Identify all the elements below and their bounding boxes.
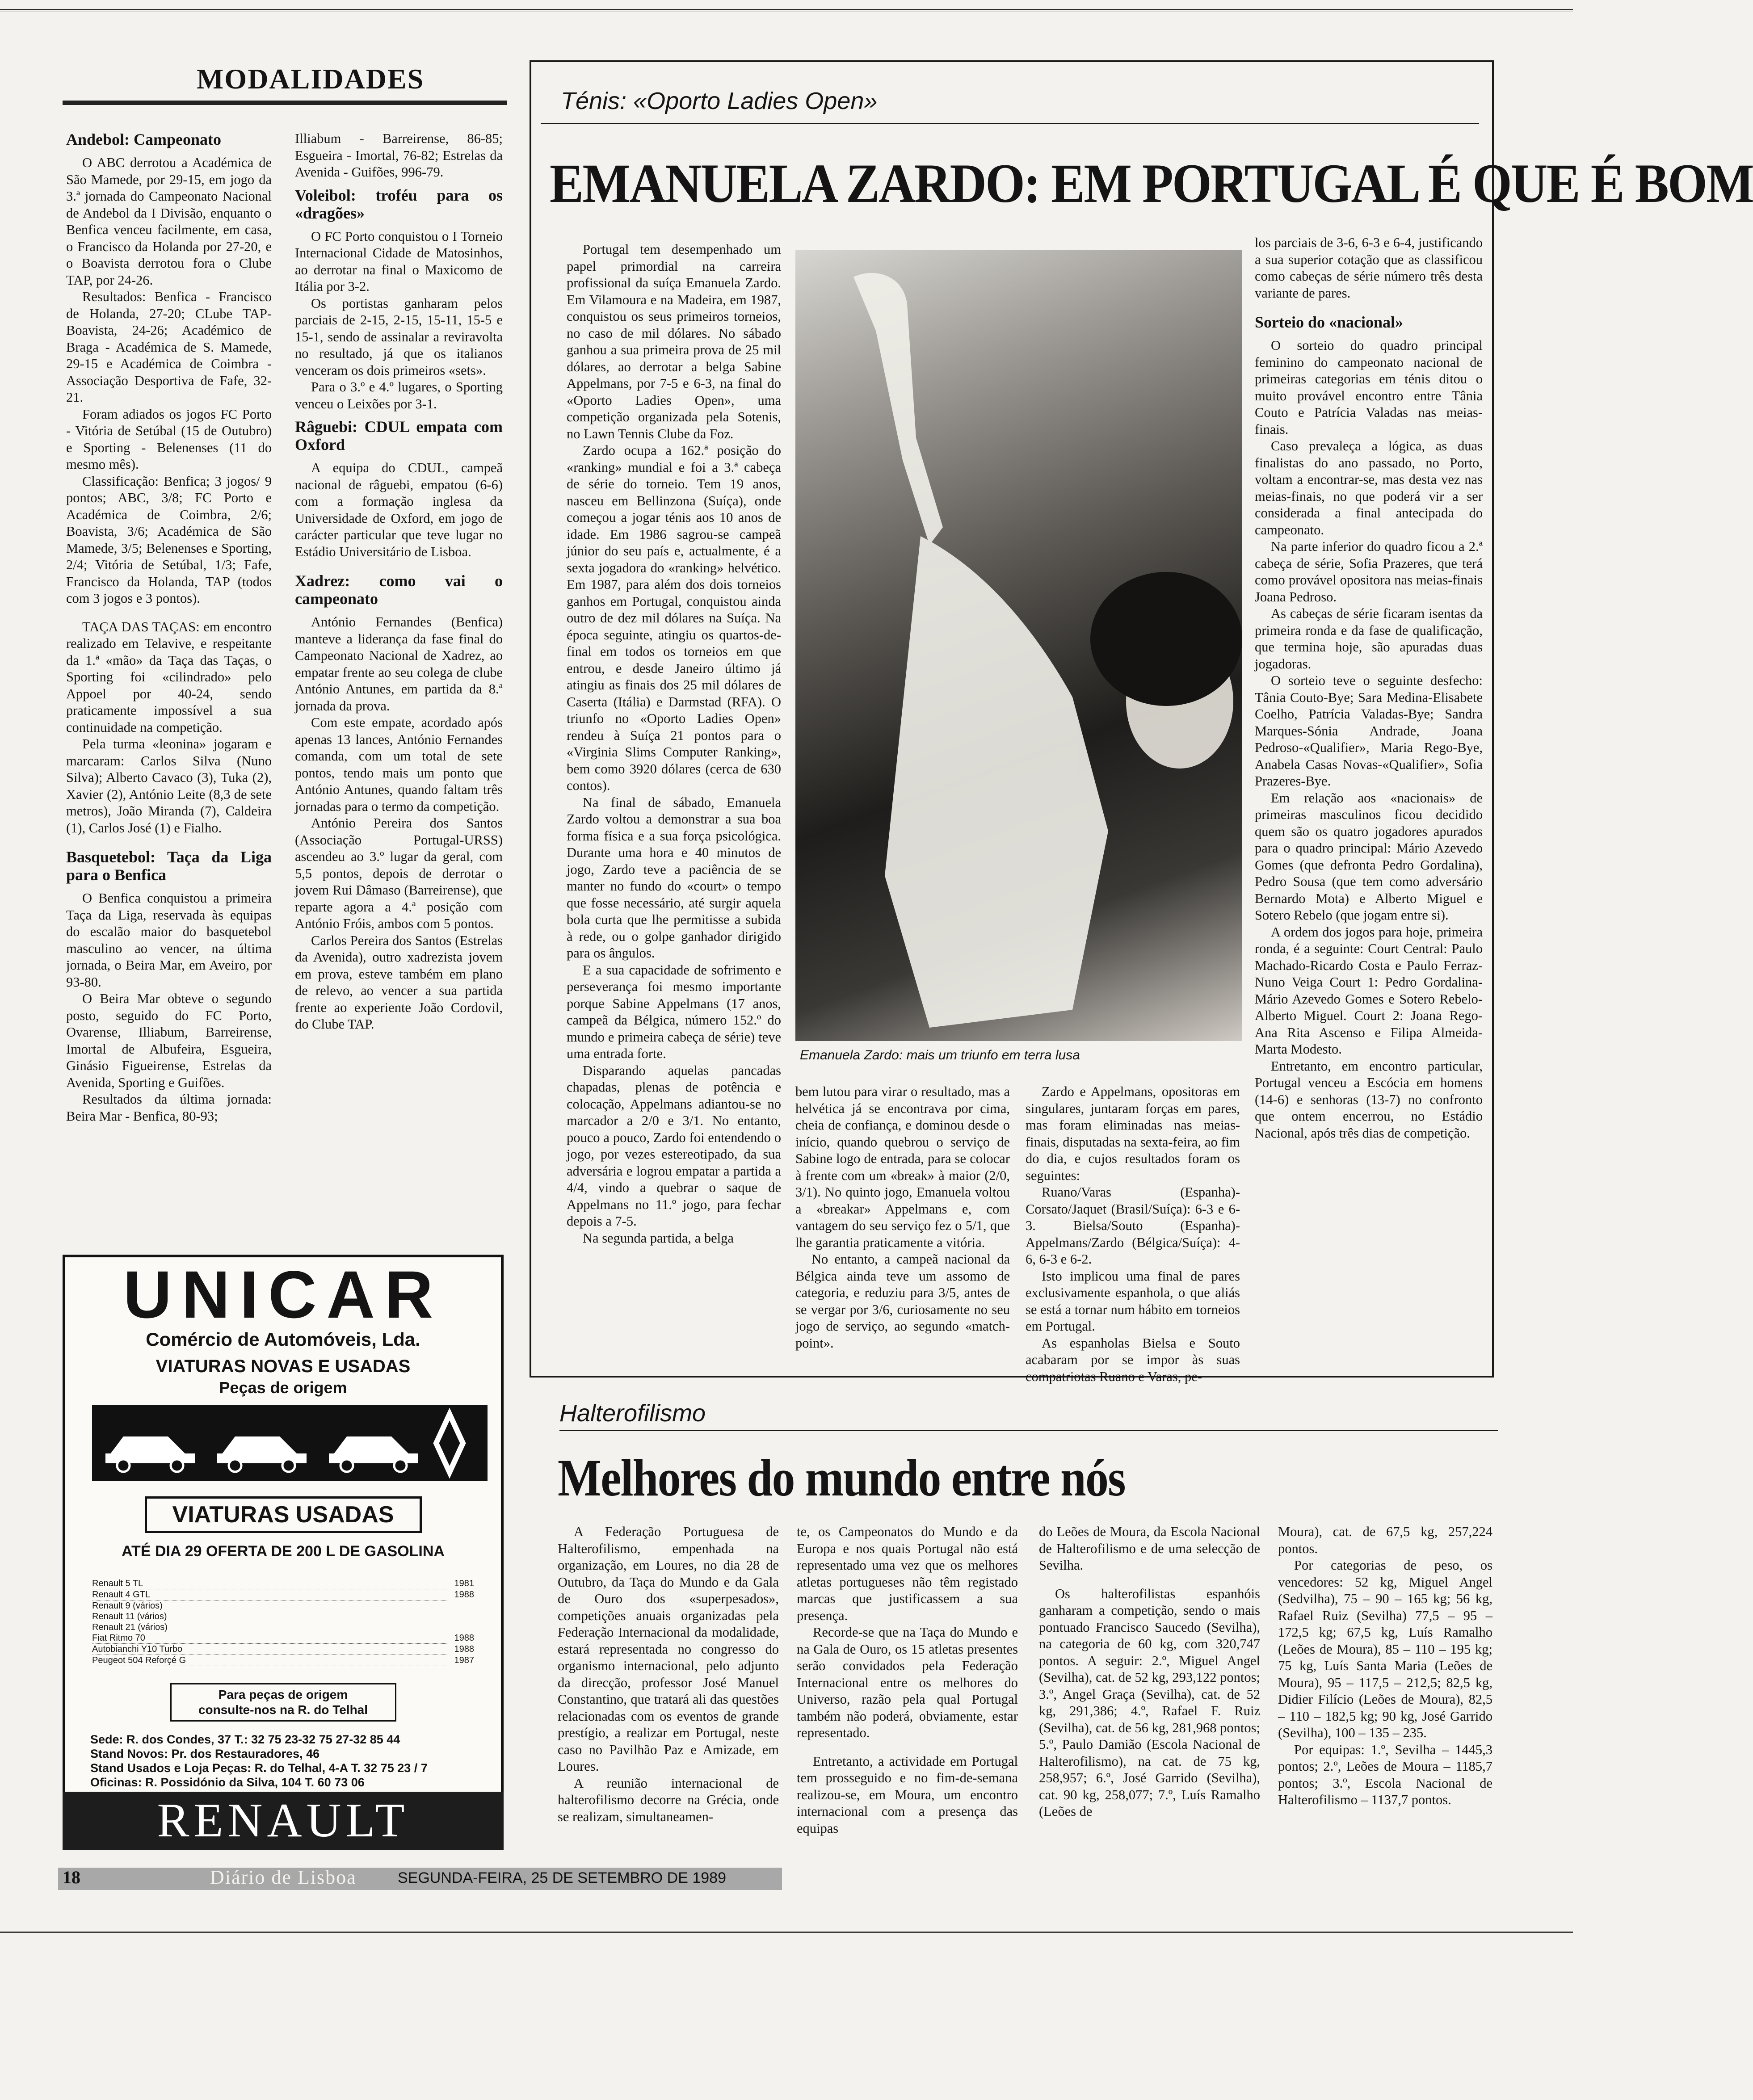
ad-car-row: Autobianchi Y10 Turbo 1988 bbox=[92, 1644, 474, 1654]
ad-addr1: Sede: R. dos Condes, 37 T.: 32 75 23-32 75 27-32 85 44 bbox=[90, 1733, 400, 1746]
left-column-2 bbox=[295, 130, 503, 1033]
tenis-column-3 bbox=[1026, 1084, 1240, 1385]
photo-caption: Emanuela Zardo: mais um triunfo em terra lusa bbox=[800, 1048, 1080, 1063]
tenis-c4-p9: Entretanto, em encontro particular, Portugal venceu a Escócia em homens (14-6) e senhoras (13-7) no confronto que ontem encerrou, no Estádio Nacional, após três dias de competição. bbox=[1255, 1058, 1483, 1141]
ad-line2: Peças de origem bbox=[219, 1378, 347, 1397]
ad-usadas-box bbox=[145, 1496, 422, 1533]
ad-cars-banner bbox=[92, 1405, 488, 1481]
section-title: MODALIDADES bbox=[197, 63, 425, 95]
tenis-column-4 bbox=[1255, 235, 1483, 1142]
halt-c4-p3: Por equipas: 1.º, Sevilha – 1445,3 pontos; 2.º, Leões de Moura – 1185,7 pontos; 3.º, Escola Nacional de Halterofilismo – 1137,7 pontos. bbox=[1278, 1742, 1492, 1807]
halt-c2-p2: Recorde-se que na Taça do Mundo e na Gala de Ouro, os 15 atletas presentes serão convidados pela Federação Internacional entre os melhores do Universo, razão pela qual Portugal também não poderá, obviamente, estar representado. bbox=[797, 1625, 1018, 1740]
tenis-c1-p3: Na final de sábado, Emanuela Zardo voltou a demonstrar a sua boa forma física e a sua força psicológica. Durante uma hora e 40 minutos de jogo, Zardo teve a paciência de se manter no fundo do «court» o tempo que fosse necessário, até surgir aquela bola curta que lhe permitisse a subida à rede, ou o golpe ganhador dirigido para os ângulos. bbox=[567, 794, 781, 961]
ad-car-row: Fiat Ritmo 70 1988 bbox=[92, 1633, 474, 1643]
halt-c2-p1: te, os Campeonatos do Mundo e da Europa e nos quais Portugal não está representado uma vez que os melhores atletas portugueses não têm registado marcas que justificassem a sua presença. bbox=[797, 1524, 1018, 1623]
page-top-rule bbox=[0, 9, 1573, 10]
xadrez-heading: Xadrez: como vai o campeonato bbox=[295, 572, 503, 608]
voleibol-p3: Para o 3.º e 4.º lugares, o Sporting venceu o Leixões por 3-1. bbox=[295, 379, 503, 412]
basquetebol-p3: Resultados da última jornada: Beira Mar - Benfica, 80-93; bbox=[66, 1092, 272, 1124]
tenis-c4-p5: As cabeças de série ficaram isentas da primeira ronda e da fase de qualificação, que termina hoje, são apuradas duas jogadoras. bbox=[1255, 606, 1483, 672]
issue-date: SEGUNDA-FEIRA, 25 DE SETEMBRO DE 1989 bbox=[398, 1869, 726, 1886]
halt-column-2 bbox=[797, 1524, 1018, 1837]
halt-c4-p1: Moura), cat. de 67,5 kg, 257,224 pontos. bbox=[1278, 1524, 1492, 1556]
unicar-ad bbox=[63, 1255, 504, 1836]
ad-renault: RENAULT bbox=[157, 1794, 409, 1847]
tenis-c4-p7: Em relação aos «nacionais» de primeiras masculinos ficou decidido quem são os quatro jogadores apurados para o quadro principal: Mário Azevedo Gomes (que defronta Pedro Gordalina), Pedro Sousa (que tem como adversário Bernardo Mota) e Alberto Miguel e Sotero Rebelo (que jogam entre si). bbox=[1255, 790, 1483, 923]
ad-brand: UNICAR bbox=[123, 1257, 443, 1332]
ad-line1: VIATURAS NOVAS E USADAS bbox=[156, 1357, 411, 1376]
tenis-c4-p1: los parciais de 3-6, 6-3 e 6-4, justificando a sua superior cotação que as classificou como cabeças de série número três desta variante de pares. bbox=[1255, 235, 1483, 301]
footer-rule bbox=[0, 1932, 1573, 1933]
halt-c3-p1: do Leões de Moura, da Escola Nacional de Halterofilismo e de uma selecção de Sevilha. bbox=[1039, 1524, 1260, 1573]
halt-column-1 bbox=[558, 1524, 779, 1825]
halt-c4-p2: Por categorias de peso, os vencedores: 52 kg, Miguel Angel (Sedvilha), 75 – 90 – 165 kg; 56 kg, Rafael Ruiz (Sevilha) 77,5 – 95 – 172,5 kg; 67,5 kg, Luís Ramalho (Leões de Moura), 85 – 110 – 195 kg; 75 kg, Luís Santa Maria (Leões de Moura), 95 – 117,5 – 212,5; 82,5 kg, Didier Filício (Leões de Moura), 82,5 – 110 – 182,5 kg; 90 kg, José Garrido (Sevilha), 100 – 135 – 235. bbox=[1278, 1558, 1492, 1740]
ad-company: Comércio de Automóveis, Lda. bbox=[146, 1329, 420, 1350]
left-column-1 bbox=[66, 130, 272, 1125]
basquetebol-p1: O Benfica conquistou a primeira Taça da Liga, reservada às equipas do escalão maior do basquetebol masculino ao vencer, na última jornada, o Beira Mar, em Aveiro, por 93-80. bbox=[66, 890, 272, 990]
tenis-headline: EMANUELA ZARDO: EM PORTUGAL É QUE É BOM bbox=[550, 153, 1753, 214]
ad-addr2: Stand Novos: Pr. dos Restauradores, 46 bbox=[90, 1747, 320, 1760]
tenis-c2-p2: No entanto, a campeã nacional da Bélgica ainda teve um assomo de categoria, e reduziu para 3/5, antes de se vergar por 3/6, curiosamente no seu jogo de serviço, ao segundo «match-point». bbox=[795, 1252, 1010, 1351]
tenis-c1-p2: Zardo ocupa a 162.ª posição do «ranking» mundial e foi a 3.ª cabeça de série do torneio. Tem 19 anos, nasceu em Bellinzona (Suíça), onde começou a jogar ténis aos 10 anos de idade. Em 1986 sagrou-se campeã júnior do seu país e, actualmente, é a sexta jogadora do «ranking» helvético. Em 1987, para além dos dois torneios ganhos em Portugal, conquistou ainda outro de dez mil dólares na Suíça. Na época seguinte, atingiu os quartos-de-final em todos os torneios em que entrou, e desde Janeiro último já atingiu as finais dos 25 mil dólares de Caserta (Itália) e Darmstad (RFA). O triunfo no «Oporto Ladies Open» rendeu à Suíça 21 pontos para o «Virginia Slims Computer Ranking», bem como 3920 dólares (cerca de 630 contos). bbox=[567, 443, 781, 793]
raguebi-p1: A equipa do CDUL, campeã nacional de râguebi, empatou (6-6) com a formação inglesa da Universidade de Oxford, em jogo de carácter particular que teve lugar no Estádio Universitário de Lisboa. bbox=[295, 460, 503, 559]
xadrez-p2: Com este empate, acordado após apenas 13 lances, António Fernandes comanda, com um total de sete pontos, tendo mais um ponto que António Antunes, quando faltam três jornadas para o termo da competição. bbox=[295, 715, 503, 814]
tenis-c4-p2: O sorteio do quadro principal feminino do campeonato nacional de primeiras categorias em ténis ditou o muito provável encontro entre Tânia Couto e Patrícia Valadas nas meias-finais. bbox=[1255, 338, 1483, 437]
zardo-photo bbox=[795, 250, 1242, 1041]
andebol-heading: Andebol: Campeonato bbox=[66, 130, 222, 148]
ad-car-row: Renault 4 GTL 1988 bbox=[92, 1590, 474, 1600]
tenis-c4-p6: O sorteio teve o seguinte desfecho: Tânia Couto-Bye; Sara Medina-Elisabete Coelho, Patrícia Valadas-Bye; Sandra Marques-Sónia Andrade, Joana Pedroso-«Qualifier», Maria Rego-Bye, Anabela Casas Novas-«Qualifier», Sofia Prazeres-Bye. bbox=[1255, 673, 1483, 789]
tenis-c4-p3: Caso prevaleça a lógica, as duas finalistas do ano passado, no Porto, voltam a encontrar-se, mas desta vez nas meias-finais, no que poderá vir a ser considerada a final antecipada do campeonato. bbox=[1255, 438, 1483, 538]
xadrez-p3: António Pereira dos Santos (Associação Portugal-URSS) ascendeu ao 3.º lugar da geral, com 5,5 pontos, depois de derrotar o jovem Rui Dâmaso (Barreirense), que reparte agora a 4.ª posição com António Fróis, ambos com 5 pontos. bbox=[295, 815, 503, 931]
ad-car-row: Renault 11 (vários) bbox=[92, 1612, 167, 1621]
tenis-c3-p3: Isto implicou uma final de pares exclusivamente espanhola, o que aliás se está a tornar num hábito em torneios em Portugal. bbox=[1026, 1268, 1240, 1334]
ad-car-list bbox=[92, 1578, 474, 1666]
paper-name: Diário de Lisboa bbox=[210, 1866, 357, 1888]
ad-addr4: Oficinas: R. Possidónio da Silva, 104 T. 60 73 06 bbox=[90, 1776, 365, 1789]
halt-c3-p2: Os halterofilistas espanhóis ganharam a competição, sendo o mais pontuado Francisco Saucedo (Sevilha), na categoria de 60 kg, com 320,747 pontos. A seguir: 2.º, Miguel Angel (Sevilha), cat. de 52 kg, 293,122 pontos; 3.º, Angel Graça (Sevilha), cat. de 52 kg, 291,386; 4.º, Rafael F. Ruiz (Sevilha), cat. de 56 kg, 281,968 pontos; 5.º, Paulo Damião (Escola Nacional de Halterofilismo), na cat. de 75 kg, 258,957; 6.º, José Garrido (Sevilha), cat. 90 kg, 258,077; 7.º, Luís Ramalho (Leões de bbox=[1039, 1586, 1260, 1819]
ad-addresses bbox=[90, 1732, 501, 1789]
xadrez-p4: Carlos Pereira dos Santos (Estrelas da Avenida), outro xadrezista jovem em prova, esteve também em plano de relevo, ao vencer a sua partida frente ao experiente João Cordovil, do Clube TAP. bbox=[295, 932, 503, 1032]
ad-renault-band bbox=[63, 1792, 504, 1850]
halt-c1-p1: A Federação Portuguesa de Halterofilismo, empenhada na organização, em Loures, no dia 28 de Outubro, da Taça do Mundo e da Gala de Ouro dos «superpesados», competições anuais organizadas pela Federação Internacional da modalidade, estará representada no congresso do organismo internacional, pelo adjunto da direcção, professor José Manuel Constantino, que tratará ali das questões relacionadas com os eventos de grande prestígio, a realizar em Portugal, neste caso no Pavilhão Paz e Amizade, em Loures. bbox=[558, 1524, 779, 1774]
ad-usadas: VIATURAS USADAS bbox=[172, 1502, 394, 1528]
tenis-c3-p2: Ruano/Varas (Espanha)-Corsato/Jaquet (Brasil/Suíça): 6-3 e 6-3. Bielsa/Souto (Espanha)-Appelmans/Zardo (Bélgica/Suíça): 4-6, 6-3 e 6-2. bbox=[1026, 1184, 1240, 1267]
tenis-c1-p5: Disparando aquelas pancadas chapadas, plenas de potência e colocação, Appelmans adiantou-se no marcador a 2/0 e 3/1. No entanto, pouco a pouco, Zardo foi entendendo o jogo, por vezes estereotipado, da sua adversária e logrou empatar a partida a 4/4, vindo a quebrar o saque de Appelmans no 11.º jogo, para fechar depois a 7-5. bbox=[567, 1063, 781, 1229]
ad-pecas-box bbox=[170, 1683, 396, 1722]
tenis-c1-p4: E a sua capacidade de sofrimento e perseverança foi mesmo importante porque Sabine Appelmans (17 anos, campeã da Bélgica, número 152.º do mundo e primeira cabeça de série) teve uma entrada forte. bbox=[567, 962, 781, 1061]
tenis-column-2 bbox=[795, 1084, 1010, 1352]
halt-kicker-rule bbox=[559, 1430, 1498, 1431]
basquetebol-p2: O Beira Mar obteve o segundo posto, seguido do FC Porto, Ovarense, Illiabum, Barreirense, Imortal de Albufeira, Esgueira, Ginásio Figueirense, Estrelas da Avenida, Sporting e Guifões. bbox=[66, 991, 272, 1090]
ad-oferta: ATÉ DIA 29 OFERTA DE 200 L DE GASOLINA bbox=[122, 1543, 445, 1560]
page-number: 18 bbox=[63, 1867, 80, 1887]
voleibol-heading: Voleibol: troféu para os «dragões» bbox=[295, 186, 503, 222]
halt-column-4 bbox=[1278, 1524, 1492, 1809]
voleibol-p2: Os portistas ganharam pelos parciais de 2-15, 2-15, 15-11, 15-5 e 15-1, sendo de assinalar a reviravolta no resultado, já que os italianos venceram os dois primeiros «sets». bbox=[295, 295, 503, 378]
andebol-p2: Resultados: Benfica - Francisco de Holanda, 27-20; CLube TAP-Boavista, 24-26; Académico de Braga - Académica de S. Mamede, 29-15 e Académica de Coimbra - Associação Desportiva de Fafe, 32-21. bbox=[66, 289, 272, 405]
andebol-p6: Pela turma «leonina» jogaram e marcaram: Carlos Silva (Nuno Silva); Alberto Cavaco (3), Tuka (2), Xavier (2), António Leite (8,3 de sete metros), João Miranda (7), Caldeira (1), Carlos José (1) e Fialho. bbox=[66, 736, 272, 836]
ad-pecas2: consulte-nos na R. do Telhal bbox=[198, 1703, 368, 1717]
tenis-c4-p8: A ordem dos jogos para hoje, primeira ronda, é a seguinte: Court Central: Paulo Machado-Ricardo Costa e Paulo Ferraz-Nuno Veiga Court 1: Pedro Gordalina-Mário Azevedo Gomes e Sotero Rebelo-Alberto Miguel. Court 2: Joana Rego-Ana Rita Ascenso e Filipa Almeida-Marta Modesto. bbox=[1255, 924, 1483, 1057]
tenis-c1-p1: Portugal tem desempenhado um papel primordial na carreira profissional da suíça Emanuela Zardo. Em Vilamoura e na Madeira, em 1987, conquistou os seus primeiros torneios, no caso de mil dólares. No sábado ganhou a sua primeira prova de 25 mil dólares, ao derrotar a belga Sabine Appelmans, por 7-5 e 6-3, na final do «Oporto Ladies Open», uma competição organizada pela Sotenis, no Lawn Tennis Clube da Foz. bbox=[567, 242, 781, 441]
ad-car-row: Renault 21 (vários) bbox=[92, 1622, 168, 1632]
tenis-c1-p6: Na segunda partida, a belga bbox=[583, 1230, 734, 1246]
renault-logo-icon bbox=[436, 1414, 463, 1472]
andebol-p3: Foram adiados os jogos FC Porto - Vitória de Setúbal (15 de Outubro) e Sporting - Belenenses (11 do mesmo mês). bbox=[66, 406, 272, 472]
tenis-column-1 bbox=[567, 241, 781, 1247]
ad-car-row: Renault 9 (vários) bbox=[92, 1601, 163, 1611]
basquetebol-heading: Basquetebol: Taça da Liga para o Benfica bbox=[66, 848, 272, 884]
halt-headline: Melhores do mundo entre nós bbox=[558, 1449, 1125, 1507]
andebol-p1: O ABC derrotou a Académica de São Mamede, por 29-15, em jogo da 3.ª jornada do Campeonato Nacional de Andebol da I Divisão, enquanto o Benfica venceu facilmente, em casa, o Francisco da Holanda por 27-20, e o Boavista derrotou fora o Clube TAP, por 24-26. bbox=[66, 155, 272, 288]
tenis-c2-p1: bem lutou para virar o resultado, mas a helvética já se encontrava por cima, cheia de confiança, e dominou desde o início, quando quebrou o serviço de Sabine logo de entrada, para se colocar à frente com um «break» à maior (2/0, 3/1). No quinto jogo, Emanuela voltou a «breakar» Appelmans e, com vantagem do seu serviço fez o 5/1, que lhe garantia praticamente a vitória. bbox=[795, 1084, 1010, 1250]
halt-kicker: Halterofilismo bbox=[559, 1400, 706, 1427]
ad-addr3: Stand Usados e Loja Peças: R. do Telhal, 4-A T. 32 75 23 / 7 bbox=[90, 1761, 428, 1775]
sorteio-heading: Sorteio do «nacional» bbox=[1255, 313, 1404, 331]
andebol-p5: TAÇA DAS TAÇAS: em encontro realizado em Telavive, e respeitante da 1.ª «mão» da Taça das Taças, o Sporting foi «cilindrado» pelo Appoel por 40-24, sendo praticamente impossível a sua continuidade na competição. bbox=[66, 619, 272, 735]
ad-car-row: Renault 5 TL 1981 bbox=[92, 1579, 474, 1588]
voleibol-p1: O FC Porto conquistou o I Torneio Internacional Cidade de Matosinhos, ao derrotar na final o Maxicomo de Itália por 3-2. bbox=[295, 228, 503, 294]
ad-pecas1: Para peças de origem bbox=[218, 1688, 348, 1701]
andebol-p4: Classificação: Benfica; 3 jogos/ 9 pontos; ABC, 3/8; FC Porto e Académica de Coimbra, 2/6; Boavista, 3/6; Académica de São Mamede, 3/5; Belenenses e Sporting, 2/4; Vitória de Setúbal, 1/3; Fafe, Francisco da Holanda, TAP (todos com 3 jogos e 3 pontos). bbox=[66, 473, 272, 606]
tenis-c3-p1: Zardo e Appelmans, opositoras em singulares, juntaram forças em pares, mas foram eliminadas nas meias-finais, disputadas na sexta-feira, ao fim do dia, e cujos resultados foram os seguintes: bbox=[1026, 1084, 1240, 1183]
halt-column-3 bbox=[1039, 1524, 1260, 1820]
basquetebol-results-cont: Illiabum - Barreirense, 86-85; Esgueira - Imortal, 76-82; Estrelas da Avenida - Guifões, 996-79. bbox=[295, 131, 503, 180]
tenis-c3-p4: As espanholas Bielsa e Souto acabaram por se impor às suas compatriotas Ruano e Varas, pe- bbox=[1026, 1335, 1240, 1384]
halt-c1-p2: A reunião internacional de halterofilismo decorre na Grécia, onde se realizam, simultaneamen- bbox=[558, 1775, 779, 1824]
xadrez-p1: António Fernandes (Benfica) manteve a liderança da fase final do Campeonato Nacional de Xadrez, ao empatar frente ao seu colega de clube António Antunes, em partida da 8.ª jornada da prova. bbox=[295, 614, 503, 714]
raguebi-heading: Râguebi: CDUL empata com Oxford bbox=[295, 418, 503, 454]
section-rule bbox=[63, 101, 507, 105]
tenis-c4-p4: Na parte inferior do quadro ficou a 2.ª cabeça de série, Sofia Prazeres, que terá como provável opositora nas meias-finais Joana Pedroso. bbox=[1255, 539, 1483, 605]
halt-c2-p3: Entretanto, a actividade em Portugal tem prosseguido e no fim-de-semana realizou-se, em Moura, um encontro internacional com a presença das equipas bbox=[797, 1753, 1018, 1836]
tenis-kicker: Ténis: «Oporto Ladies Open» bbox=[561, 88, 878, 114]
tenis-kicker-rule bbox=[541, 123, 1479, 124]
ad-car-row: Peugeot 504 Reforçé G 1987 bbox=[92, 1655, 474, 1665]
